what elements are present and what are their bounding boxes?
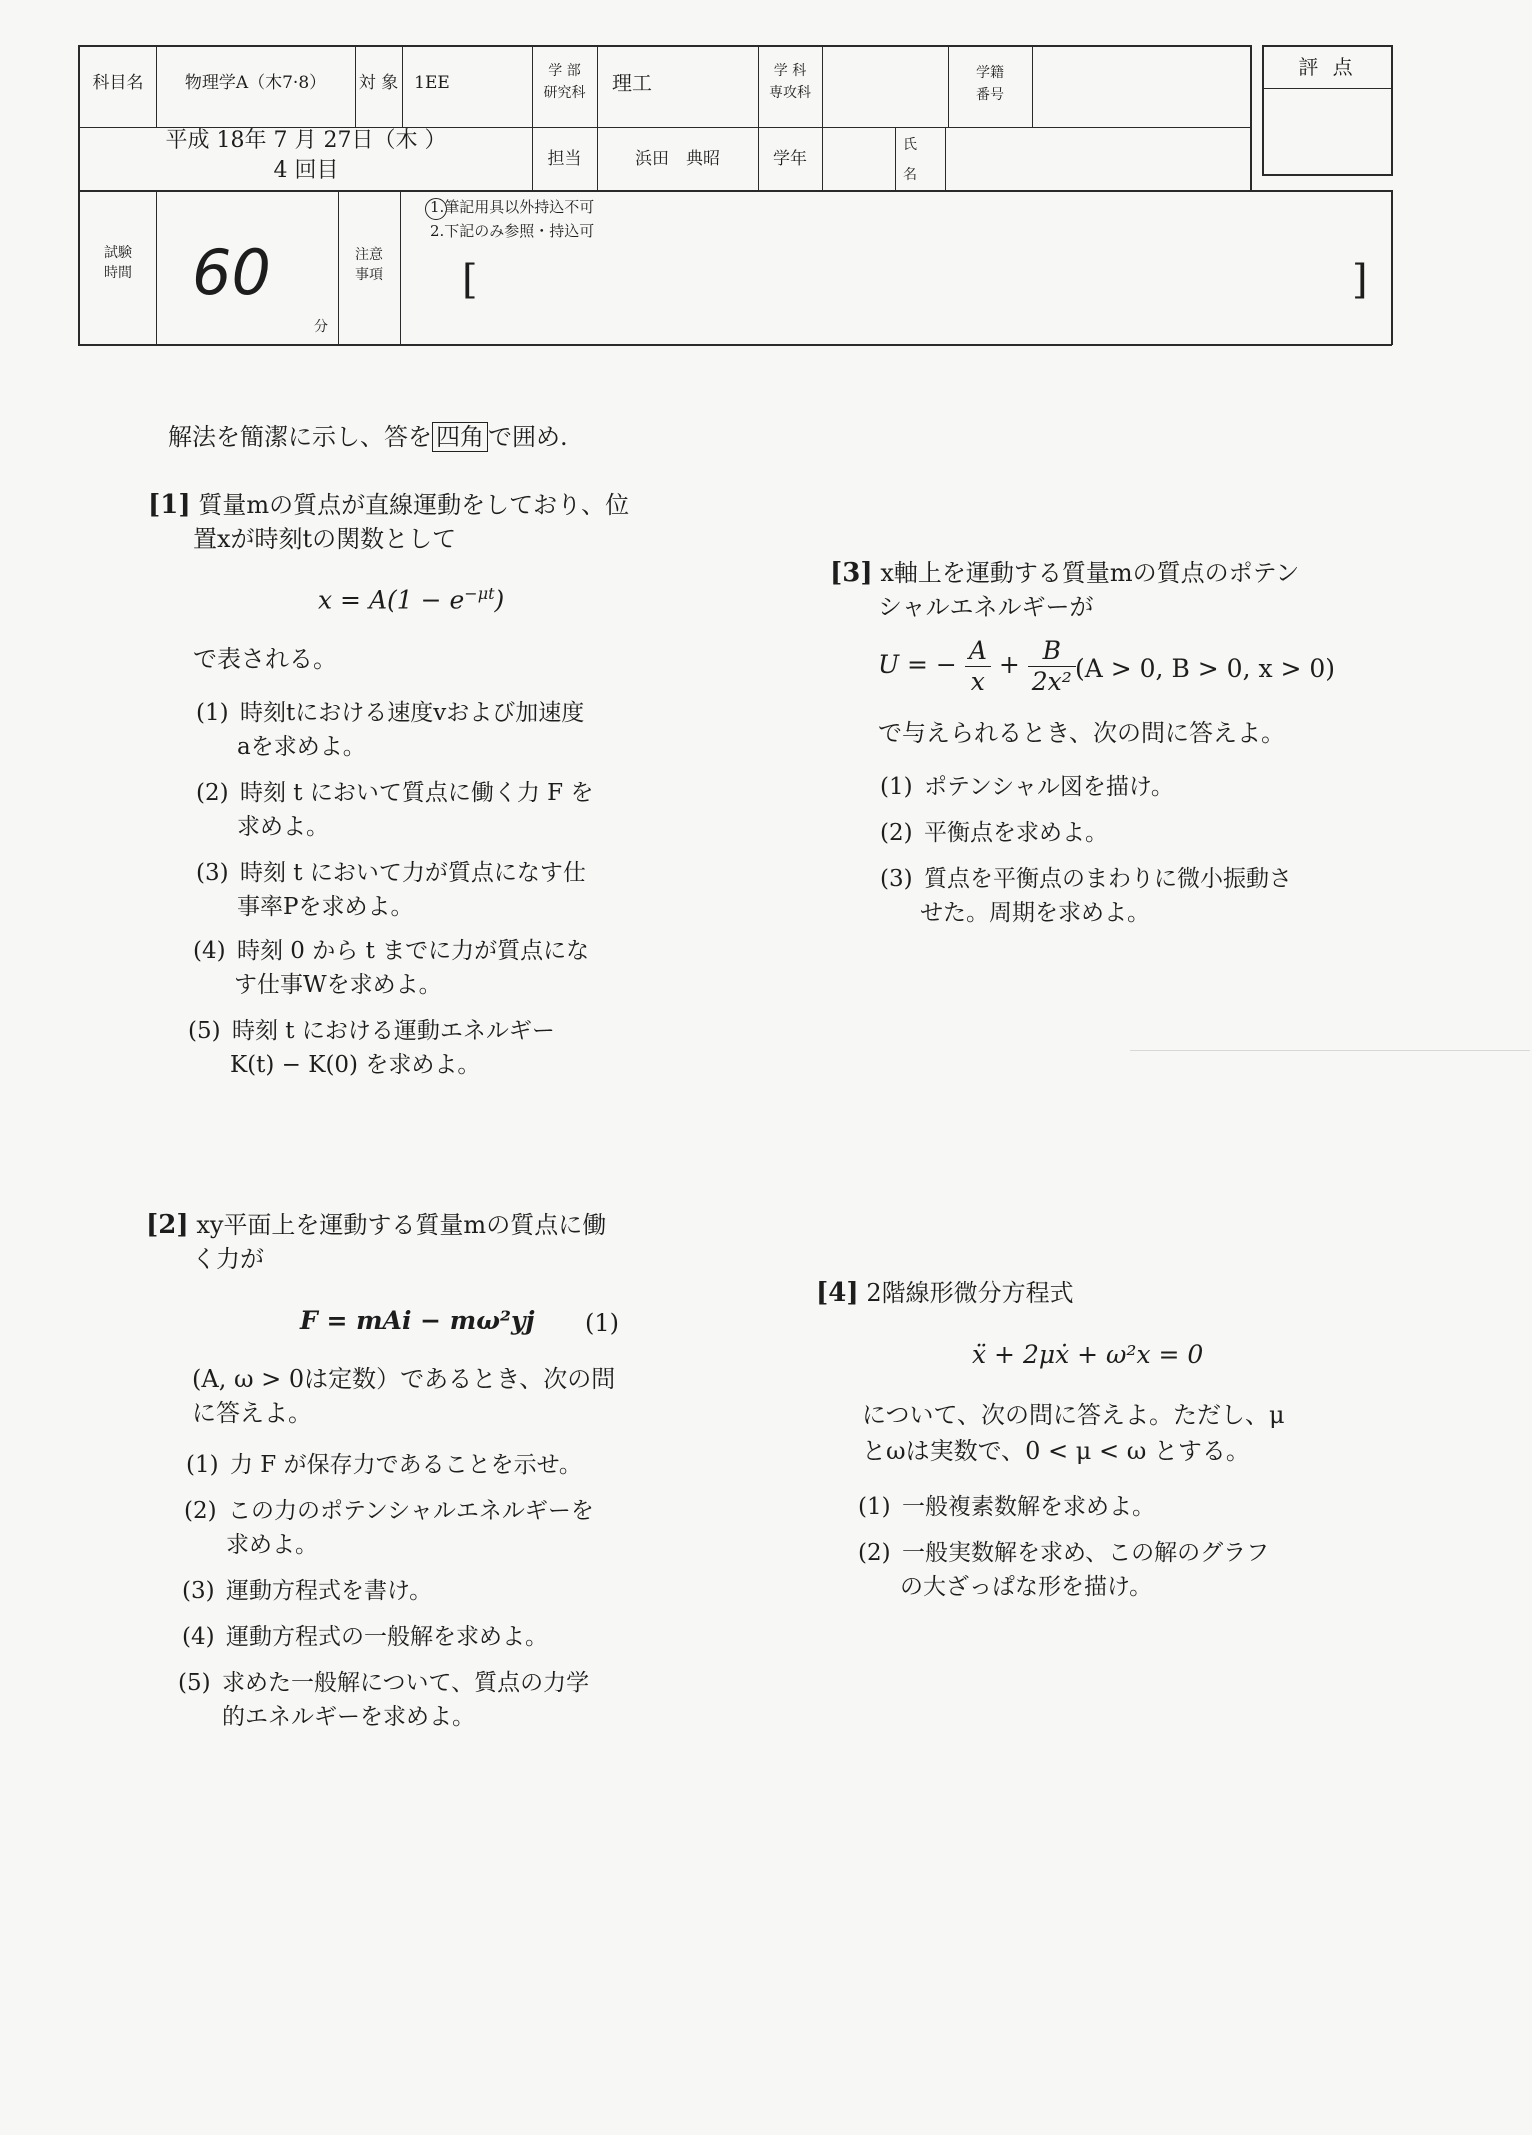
q2-item-5-cont: 的エネルギーを求めよ。 (222, 1704, 475, 1730)
student-id-label-2: 番号 (976, 87, 1004, 103)
q2-cond-1: (A, ω > 0は定数）であるとき、次の問 (192, 1365, 616, 1393)
instruction-boxed-word: 四角 (432, 422, 488, 452)
name-label-2: 名 (903, 167, 917, 183)
q4-equation: ẍ + 2μẋ + ω²x = 0 (972, 1340, 1204, 1369)
q1-after: で表される。 (193, 645, 337, 673)
q2-item-2-cont: 求めよ。 (226, 1532, 318, 1558)
time-label-1: 試験 (104, 245, 132, 261)
q2-intro-1: xy平面上を運動する質量mの質点に働 (196, 1211, 607, 1239)
q2-item-4: (4) 運動方程式の一般解を求めよ。 (182, 1624, 548, 1650)
teacher-value: 浜田 典昭 (635, 149, 720, 169)
q1-item-4-cont: す仕事Wを求めよ。 (234, 972, 442, 998)
q2-item-3: (3) 運動方程式を書け。 (182, 1578, 433, 1604)
q1-intro-1: 質量mの質点が直線運動をしており、位 (198, 491, 630, 519)
q3-after: で与えられるとき、次の問に答えよ。 (878, 719, 1286, 747)
dept-label-1: 学 科 (773, 63, 807, 79)
q2-item-5: (5) 求めた一般解について、質点の力学 (178, 1670, 590, 1696)
q1-item-5-cont: K(t) − K(0) を求めよ。 (230, 1052, 481, 1078)
q3-item-3: (3) 質点を平衡点のまわりに微小振動さ (880, 866, 1292, 892)
student-id-label-1: 学籍 (976, 65, 1004, 81)
target-value: 1EE (414, 73, 450, 93)
q1-item-2: (2) 時刻 t において質点に働く力 F を (196, 780, 594, 806)
scan-fold-line (1130, 1050, 1530, 1051)
faculty-label-2: 研究科 (543, 85, 586, 101)
q1-item-2-cont: 求めよ。 (237, 814, 329, 840)
q1-item-1: (1) 時刻tにおける速度vおよび加速度 (196, 700, 585, 726)
faculty-label-1: 学 部 (548, 63, 581, 79)
score-label: 評 点 (1298, 55, 1357, 79)
exam-session: 4 回目 (273, 158, 339, 183)
dept-label-2: 専攻科 (769, 85, 811, 101)
q1-equation: $x = A(1 - e^{-\mu t})$ (318, 584, 505, 615)
q2-item-1: (1) 力 F が保存力であることを示せ。 (186, 1452, 582, 1478)
q3-intro-2: シャルエネルギーが (878, 593, 1094, 621)
q2-intro-2: く力が (192, 1245, 264, 1273)
faculty-value: 理工 (612, 71, 652, 95)
target-label: 対 象 (358, 73, 399, 93)
q3-heading: [3] (830, 558, 873, 588)
time-value: 60 (192, 236, 271, 309)
q3-intro-1: x軸上を運動する質量mの質点のポテン (880, 559, 1300, 587)
teacher-label: 担当 (547, 149, 582, 169)
q4-cond-2: とωは実数で、0 < μ < ω とする。 (862, 1437, 1250, 1465)
name-label-1: 氏 (903, 137, 917, 153)
time-unit: 分 (314, 319, 328, 335)
instruction-before: 解法を簡潔に示し、答を (168, 423, 432, 451)
q2-cond-2: に答えよ。 (192, 1399, 312, 1427)
subject-value: 物理学A（木7·8） (184, 73, 327, 93)
q4-item-2-cont: の大ざっぱな形を描け。 (900, 1574, 1153, 1600)
q1-item-1-cont: aを求めよ。 (237, 734, 366, 760)
q3-item-2: (2) 平衡点を求めよ。 (880, 820, 1108, 846)
q4-cond-1: について、次の問に答えよ。ただし、μ (862, 1401, 1285, 1429)
q4-intro: 2階線形微分方程式 (866, 1279, 1074, 1307)
bracket-close: ] (1352, 257, 1368, 303)
q4-item-1: (1) 一般複素数解を求めよ。 (858, 1494, 1155, 1520)
q3-item-3-cont: せた。周期を求めよ。 (920, 900, 1150, 926)
note-2: 2.下記のみ参照・持込可 (430, 222, 595, 240)
q1-heading: [1] (148, 490, 191, 520)
q1-item-3-cont: 事率Pを求めよ。 (237, 894, 414, 920)
q4-item-2: (2) 一般実数解を求め、この解のグラフ (858, 1540, 1270, 1566)
q1-item-5: (5) 時刻 t における運動エネルギー (188, 1018, 555, 1044)
q1-item-4: (4) 時刻 0 から t までに力が質点にな (193, 938, 590, 964)
note-1: 1.筆記用具以外持込不可 (430, 198, 595, 216)
q2-equation: F = mAi − mω²yj (300, 1306, 535, 1335)
q3-equation: U = − $\frac{A}{x}$ + $\frac{B}{\text{2x²}}$ (878, 636, 1076, 697)
year-label: 学年 (773, 149, 807, 169)
bracket-open: [ (462, 257, 478, 303)
q3-equation-condition: (A > 0, B > 0, x > 0) (1075, 654, 1336, 683)
q2-item-2: (2) この力のポテンシャルエネルギーを (184, 1498, 594, 1524)
time-label-2: 時間 (104, 265, 132, 281)
q3-item-1: (1) ポテンシャル図を描け。 (880, 774, 1174, 800)
notes-label-2: 事項 (355, 267, 383, 283)
q4-heading: [4] (816, 1278, 859, 1308)
exam-date: 平成 18年 7 月 27日（木 ） (165, 128, 447, 153)
notes-label-1: 注意 (355, 247, 383, 263)
q2-equation-tag: (1) (585, 1309, 619, 1337)
q1-intro-2: 置xが時刻tの関数として (193, 525, 457, 553)
q1-item-3: (3) 時刻 t において力が質点になす仕 (196, 860, 586, 886)
q2-heading: [2] (146, 1210, 189, 1240)
instruction-line (168, 420, 568, 454)
subject-label: 科目名 (92, 73, 144, 93)
instruction-after: で囲め. (488, 423, 568, 451)
